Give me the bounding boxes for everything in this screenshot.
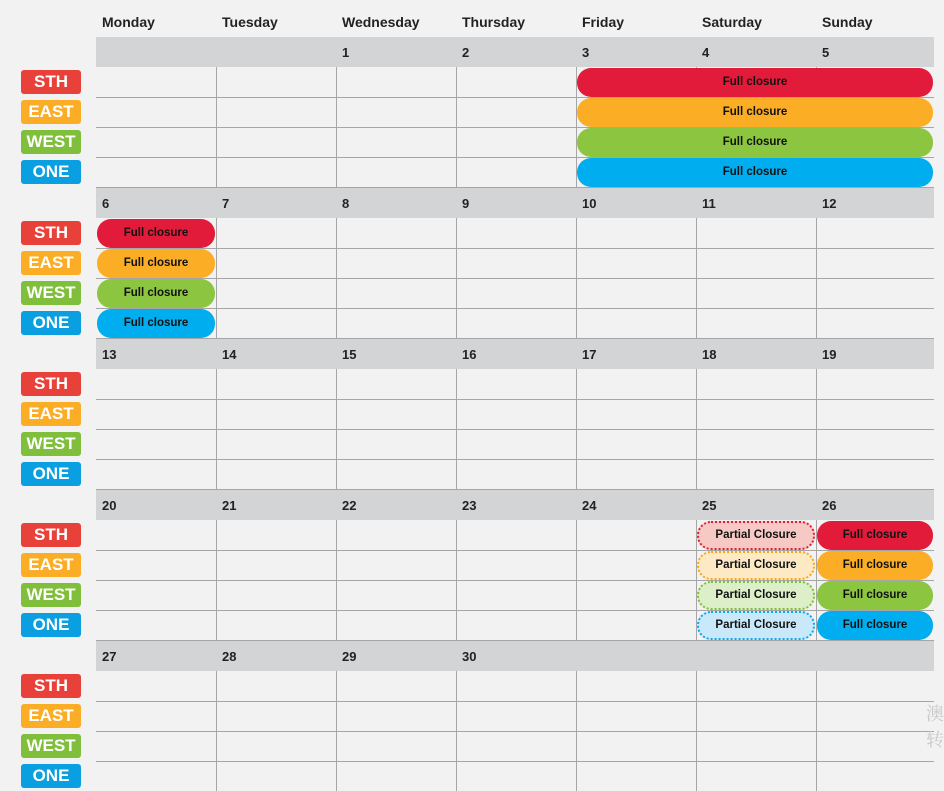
full-closure-pill-east: Full closure bbox=[817, 551, 933, 580]
date-number: 12 bbox=[822, 196, 837, 211]
date-number: 8 bbox=[342, 196, 350, 211]
date-number: 14 bbox=[222, 347, 237, 362]
full-closure-pill-one: Full closure bbox=[577, 158, 933, 187]
full-closure-pill-west: Full closure bbox=[577, 128, 933, 157]
day-header-sunday: Sunday bbox=[822, 14, 873, 30]
date-number: 1 bbox=[342, 45, 350, 60]
grid-row-line bbox=[96, 701, 934, 702]
date-number: 13 bbox=[102, 347, 117, 362]
grid-row-line bbox=[96, 248, 934, 249]
day-header-friday: Friday bbox=[582, 14, 625, 30]
line-label-west: WEST bbox=[21, 281, 81, 305]
full-closure-pill-sth: Full closure bbox=[97, 219, 215, 248]
partial-closure-pill-sth: Partial Closure bbox=[697, 521, 815, 550]
line-label-east: EAST bbox=[21, 100, 81, 124]
date-number: 30 bbox=[462, 649, 477, 664]
grid-row-line bbox=[96, 550, 934, 551]
line-label-west: WEST bbox=[21, 130, 81, 154]
date-number: 22 bbox=[342, 498, 357, 513]
line-label-east: EAST bbox=[21, 402, 81, 426]
full-closure-pill-one: Full closure bbox=[817, 611, 933, 640]
day-header-tuesday: Tuesday bbox=[222, 14, 278, 30]
grid-row-line bbox=[96, 610, 934, 611]
grid-row-line bbox=[96, 761, 934, 762]
day-header-saturday: Saturday bbox=[702, 14, 762, 30]
full-closure-pill-one: Full closure bbox=[97, 309, 215, 338]
partial-closure-pill-one: Partial Closure bbox=[697, 611, 815, 640]
grid-row-line bbox=[96, 278, 934, 279]
date-number: 6 bbox=[102, 196, 110, 211]
date-number: 25 bbox=[702, 498, 717, 513]
line-label-sth: STH bbox=[21, 70, 81, 94]
date-number: 24 bbox=[582, 498, 597, 513]
date-number: 19 bbox=[822, 347, 837, 362]
full-closure-pill-east: Full closure bbox=[97, 249, 215, 278]
week-band bbox=[96, 37, 934, 67]
date-number: 4 bbox=[702, 45, 710, 60]
date-number: 11 bbox=[702, 196, 716, 211]
line-label-west: WEST bbox=[21, 432, 81, 456]
line-label-sth: STH bbox=[21, 523, 81, 547]
day-header-wednesday: Wednesday bbox=[342, 14, 420, 30]
date-number: 2 bbox=[462, 45, 470, 60]
date-number: 21 bbox=[222, 498, 237, 513]
day-header-thursday: Thursday bbox=[462, 14, 526, 30]
partial-closure-pill-west: Partial Closure bbox=[697, 581, 815, 610]
date-number: 3 bbox=[582, 45, 590, 60]
date-number: 18 bbox=[702, 347, 717, 362]
full-closure-pill-west: Full closure bbox=[817, 581, 933, 610]
date-number: 10 bbox=[582, 196, 597, 211]
date-number: 9 bbox=[462, 196, 470, 211]
full-closure-pill-east: Full closure bbox=[577, 98, 933, 127]
watermark-glyph: 转 bbox=[926, 730, 944, 750]
date-number: 29 bbox=[342, 649, 357, 664]
grid-row-line bbox=[96, 731, 934, 732]
full-closure-pill-west: Full closure bbox=[97, 279, 215, 308]
line-label-east: EAST bbox=[21, 251, 81, 275]
date-number: 20 bbox=[102, 498, 117, 513]
date-number: 23 bbox=[462, 498, 477, 513]
watermark-glyph: 澳 bbox=[926, 704, 944, 724]
date-number: 17 bbox=[582, 347, 597, 362]
line-label-west: WEST bbox=[21, 734, 81, 758]
full-closure-pill-sth: Full closure bbox=[577, 68, 933, 97]
line-label-east: EAST bbox=[21, 553, 81, 577]
date-number: 7 bbox=[222, 196, 230, 211]
line-label-sth: STH bbox=[21, 372, 81, 396]
date-number: 27 bbox=[102, 649, 117, 664]
grid-row-line bbox=[96, 399, 934, 400]
line-label-one: ONE bbox=[21, 160, 81, 184]
day-header-monday: Monday bbox=[102, 14, 155, 30]
date-number: 28 bbox=[222, 649, 237, 664]
line-label-one: ONE bbox=[21, 613, 81, 637]
line-label-one: ONE bbox=[21, 311, 81, 335]
grid-row-line bbox=[96, 429, 934, 430]
full-closure-pill-sth: Full closure bbox=[817, 521, 933, 550]
grid-row-line bbox=[96, 308, 934, 309]
line-label-one: ONE bbox=[21, 462, 81, 486]
date-number: 5 bbox=[822, 45, 830, 60]
grid-row-line bbox=[96, 580, 934, 581]
date-number: 16 bbox=[462, 347, 477, 362]
date-number: 15 bbox=[342, 347, 357, 362]
line-label-one: ONE bbox=[21, 764, 81, 788]
line-label-sth: STH bbox=[21, 221, 81, 245]
line-label-west: WEST bbox=[21, 583, 81, 607]
date-number: 26 bbox=[822, 498, 837, 513]
grid-row-line bbox=[96, 459, 934, 460]
line-label-sth: STH bbox=[21, 674, 81, 698]
line-label-east: EAST bbox=[21, 704, 81, 728]
partial-closure-pill-east: Partial Closure bbox=[697, 551, 815, 580]
